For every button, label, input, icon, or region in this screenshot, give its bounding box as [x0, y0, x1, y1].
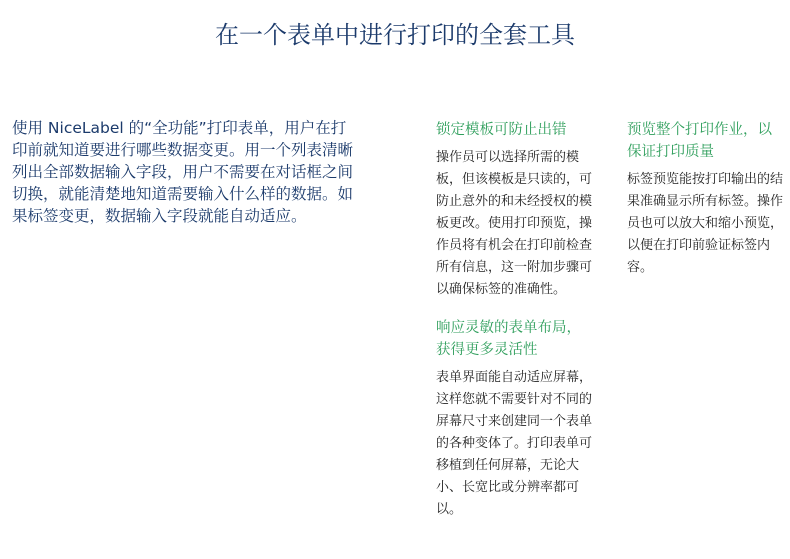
features-column-right [627, 119, 785, 279]
feature-lock-heading: 锁定模板可防止出错 [436, 122, 567, 138]
feature-lock-templates [436, 119, 592, 301]
feature-preview-body: 标签预览能按打印输出的结果准确显示所有标签。操作员也可以放大和缩小预览，以便在打印前验证标签内容。 [627, 172, 784, 275]
feature-responsive-body: 表单界面能自动适应屏幕，这样您就不需要针对不同的屏幕尺寸来创建同一个表单的各种变体了。打印表单可移植到任何屏幕，无论大小、长宽比或分辨率都可以。 [436, 370, 593, 517]
page-title: 在一个表单中进行打印的全套工具 [215, 21, 575, 49]
feature-responsive-layout [436, 317, 592, 521]
feature-lock-body: 操作员可以选择所需的模板，但该模板是只读的，可防止意外的和未经授权的模板更改。使用打印预览，操作员将有机会在打印前检查所有信息，这一附加步骤可以确保标签的准确性。 [436, 150, 593, 297]
feature-preview-print [627, 119, 785, 279]
feature-responsive-heading: 响应灵敏的表单布局，获得更多灵活性 [436, 320, 581, 358]
features-column-middle [436, 119, 592, 521]
feature-preview-heading: 预览整个打印作业，以保证打印质量 [627, 122, 772, 160]
intro-paragraph: 使用 NiceLabel 的“全功能”打印表单，用户在打印前就知道要进行哪些数据变更。用一个列表清晰列出全部数据输入字段，用户不需要在对话框之间切换，就能清楚地知道需要输入什么样的数据。如果标签变更，数据输入字段就能自动适应。 [12, 119, 354, 225]
